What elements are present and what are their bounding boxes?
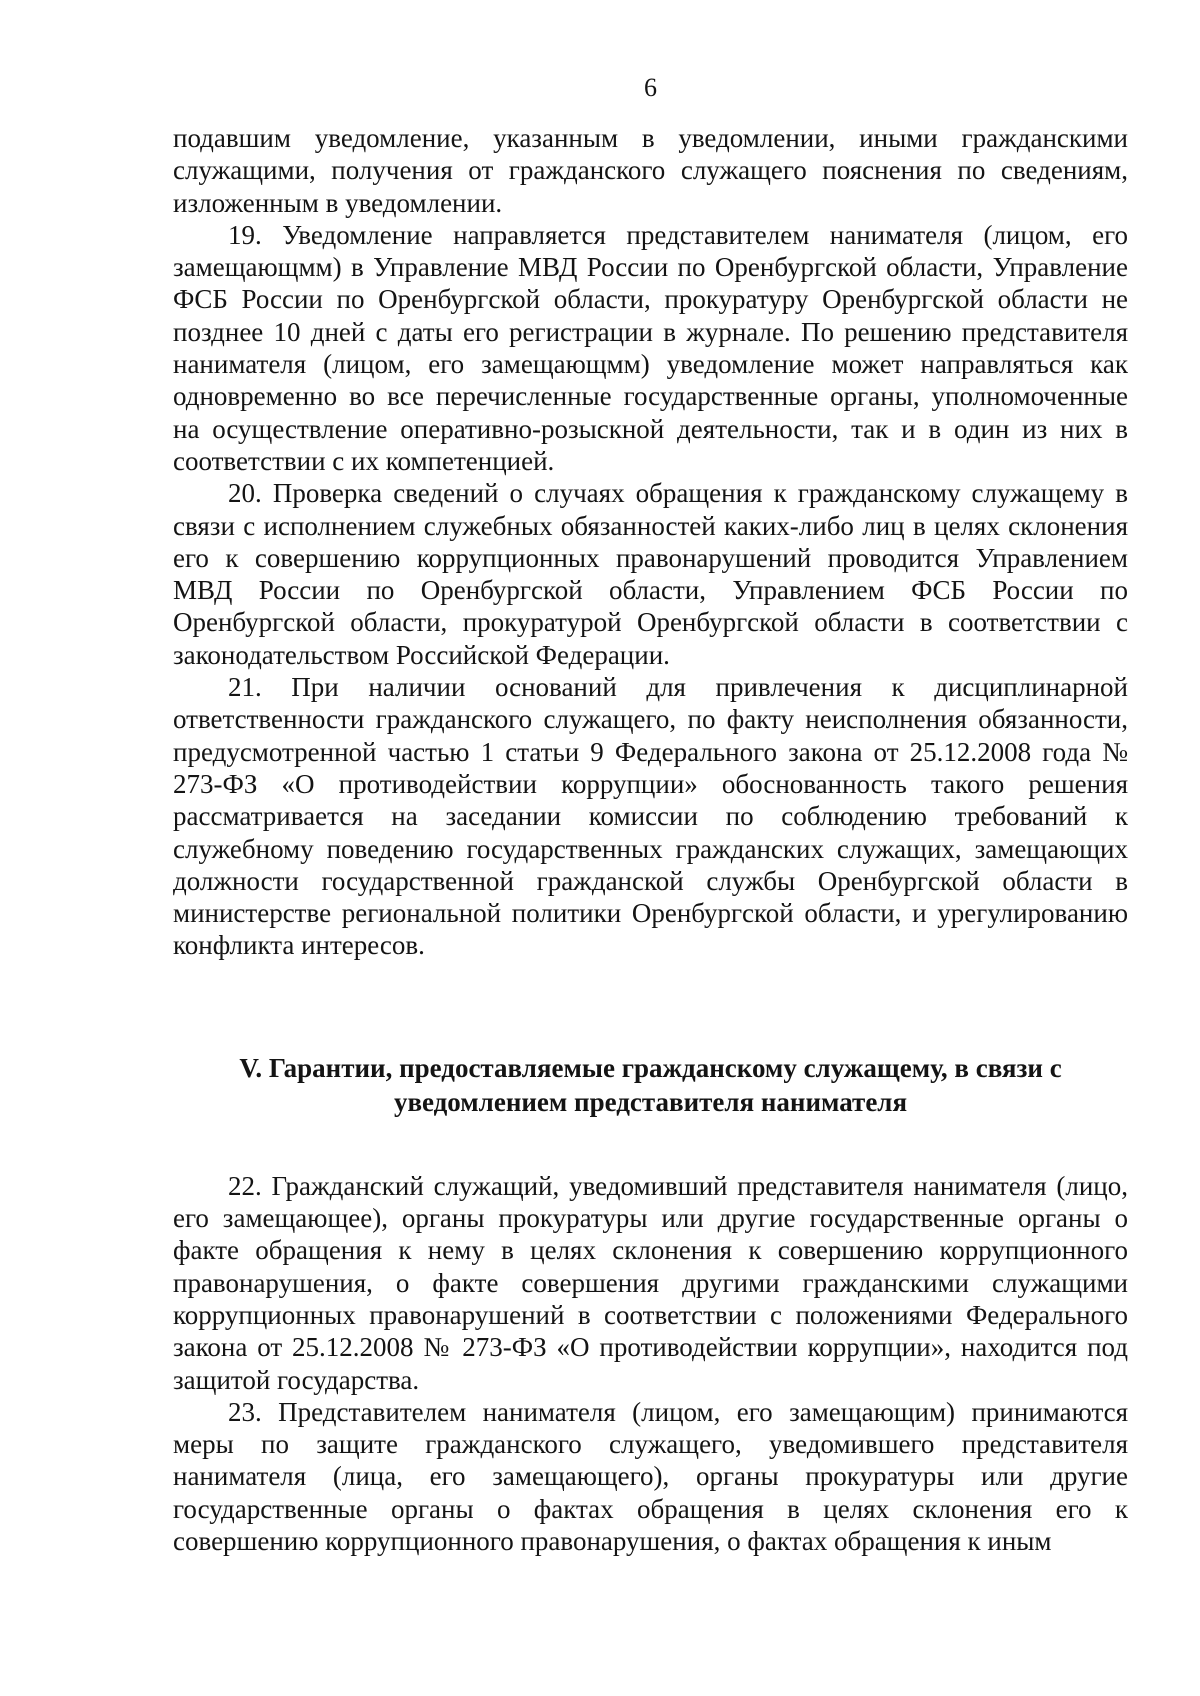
document-page (173, 70, 1128, 1557)
paragraph-continuation: подавшим уведомление, указанным в уведомлении, иными гражданскими служащими, получения от гражданского служащего пояснения по сведениям, изложенным в уведомлении. (173, 123, 1128, 218)
paragraph-23: 23. Представителем нанимателя (лицом, его замещающим) принимаются меры по защите гражданского служащего, уведомившего представителя нанимателя (лица, его замещающего), органы прокуратуры или другие государственные органы о фактах обращения в целях склонения его к совершению коррупционного правонарушения, о фактах обращения к иным (173, 1396, 1128, 1556)
paragraph-22: 22. Гражданский служащий, уведомивший представителя нанимателя (лицо, его замещающее), органы прокуратуры или другие государственные органы о факте обращения к нему в целях склонения к совершению коррупционного правонарушения, о факте совершения другими гражданскими служащими коррупционных правонарушений в соответствии с положениями Федерального закона от 25.12.2008 № 273-ФЗ «О противодействии коррупции», находится под защитой государства. (173, 1170, 1128, 1395)
section-heading-line-1: V. Гарантии, предоставляемые гражданскому служащему, в связи с (239, 1052, 1062, 1083)
section-heading-line-2: уведомлением представителя нанимателя (393, 1086, 908, 1117)
page-number: 6 (644, 73, 657, 102)
paragraph-20: 20. Проверка сведений о случаях обращения к гражданскому служащему в связи с исполнением служебных обязанностей каких-либо лиц в целях склонения его к совершению коррупционных правонарушений проводится Управлением МВД России по Оренбургской области, Управлением ФСБ России по Оренбургской области, прокуратурой Оренбургской области в соответствии с законодательством Российской Федерации. (173, 478, 1128, 670)
paragraph-19: 19. Уведомление направляется представителем нанимателя (лицом, его замещающмм) в Управление МВД России по Оренбургской области, Управление ФСБ России по Оренбургской области, прокуратуру Оренбургской области не позднее 10 дней с даты его регистрации в журнале. По решению представителя нанимателя (лицом, его замещающмм) уведомление может направляться как одновременно во все перечисленные государственные органы, уполномоченные на осуществление оперативно-розыскной деятельности, так и в один из них в соответствии с их компетенцией. (173, 219, 1128, 476)
paragraph-21: 21. При наличии оснований для привлечения к дисциплинарной ответственности гражданского служащего, по факту неисполнения обязанности, предусмотренной частью 1 статьи 9 Федерального закона от 25.12.2008 года № 273-ФЗ «О противодействии коррупции» обоснованность такого решения рассматривается на заседании комиссии по соблюдению требований к служебному поведению государственных гражданских служащих, замещающих должности государственной гражданской службы Оренбургской области в министерстве региональной политики Оренбургской области, и урегулированию конфликта интересов. (173, 672, 1128, 961)
section-heading (173, 1051, 1128, 1119)
